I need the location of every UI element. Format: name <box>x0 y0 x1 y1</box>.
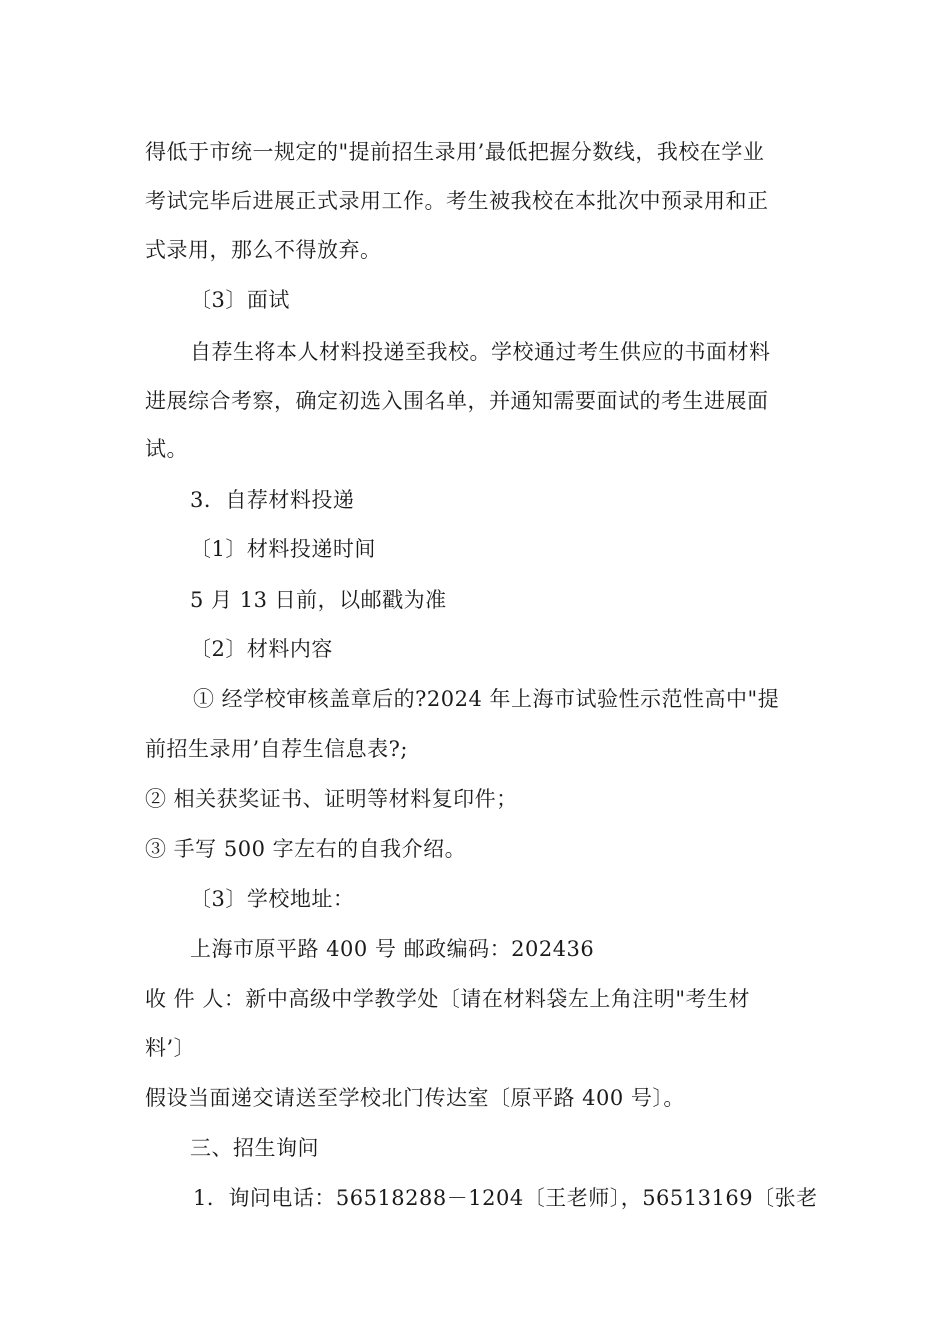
body-text-line: 试。 <box>145 437 188 461</box>
body-text-line: 假设当面递交请送至学校北门传达室〔原平路 400 号〕。 <box>145 1086 685 1110</box>
section-heading: 3．自荐材料投递 <box>190 488 355 512</box>
sub-heading: 〔3〕学校地址： <box>190 887 355 911</box>
body-text-line: 式录用，那么不得放弃。 <box>145 238 382 262</box>
body-text-line: 5 月 13 日前，以邮戳为准 <box>190 588 447 612</box>
body-text-line: 自荐生将本人材料投递至我校。学校通过考生供应的书面材料 <box>190 340 771 364</box>
sub-heading: 〔2〕材料内容 <box>190 637 333 661</box>
body-text-line: 料’〕 <box>145 1036 196 1060</box>
section-heading: 三、招生询问 <box>190 1136 319 1160</box>
body-text-line: 前招生录用’自荐生信息表?; <box>145 737 409 761</box>
list-item: ① 经学校审核盖章后的?2024 年上海市试验性示范性高中"提 <box>193 687 780 711</box>
list-item: ③ 手写 500 字左右的自我介绍。 <box>145 837 467 861</box>
body-text-line: 进展综合考察，确定初选入围名单，并通知需要面试的考生进展面 <box>145 389 769 413</box>
address-line: 上海市原平路 400 号 邮政编码：202436 <box>190 937 595 961</box>
sub-heading: 〔3〕面试 <box>190 288 290 312</box>
recipient-line: 收 件 人：新中高级中学教学处〔请在材料袋左上角注明"考生材 <box>145 987 751 1011</box>
body-text-line: 得低于市统一规定的"提前招生录用’最低把握分数线，我校在学业 <box>145 140 765 164</box>
list-item: ② 相关获奖证书、证明等材料复印件； <box>145 787 518 811</box>
sub-heading: 〔1〕材料投递时间 <box>190 537 376 561</box>
body-text-line: 考试完毕后进展正式录用工作。考生被我校在本批次中预录用和正 <box>145 189 769 213</box>
phone-line: 1．询问电话：56518288－1204〔王老师〕，56513169〔张老 <box>193 1186 818 1210</box>
